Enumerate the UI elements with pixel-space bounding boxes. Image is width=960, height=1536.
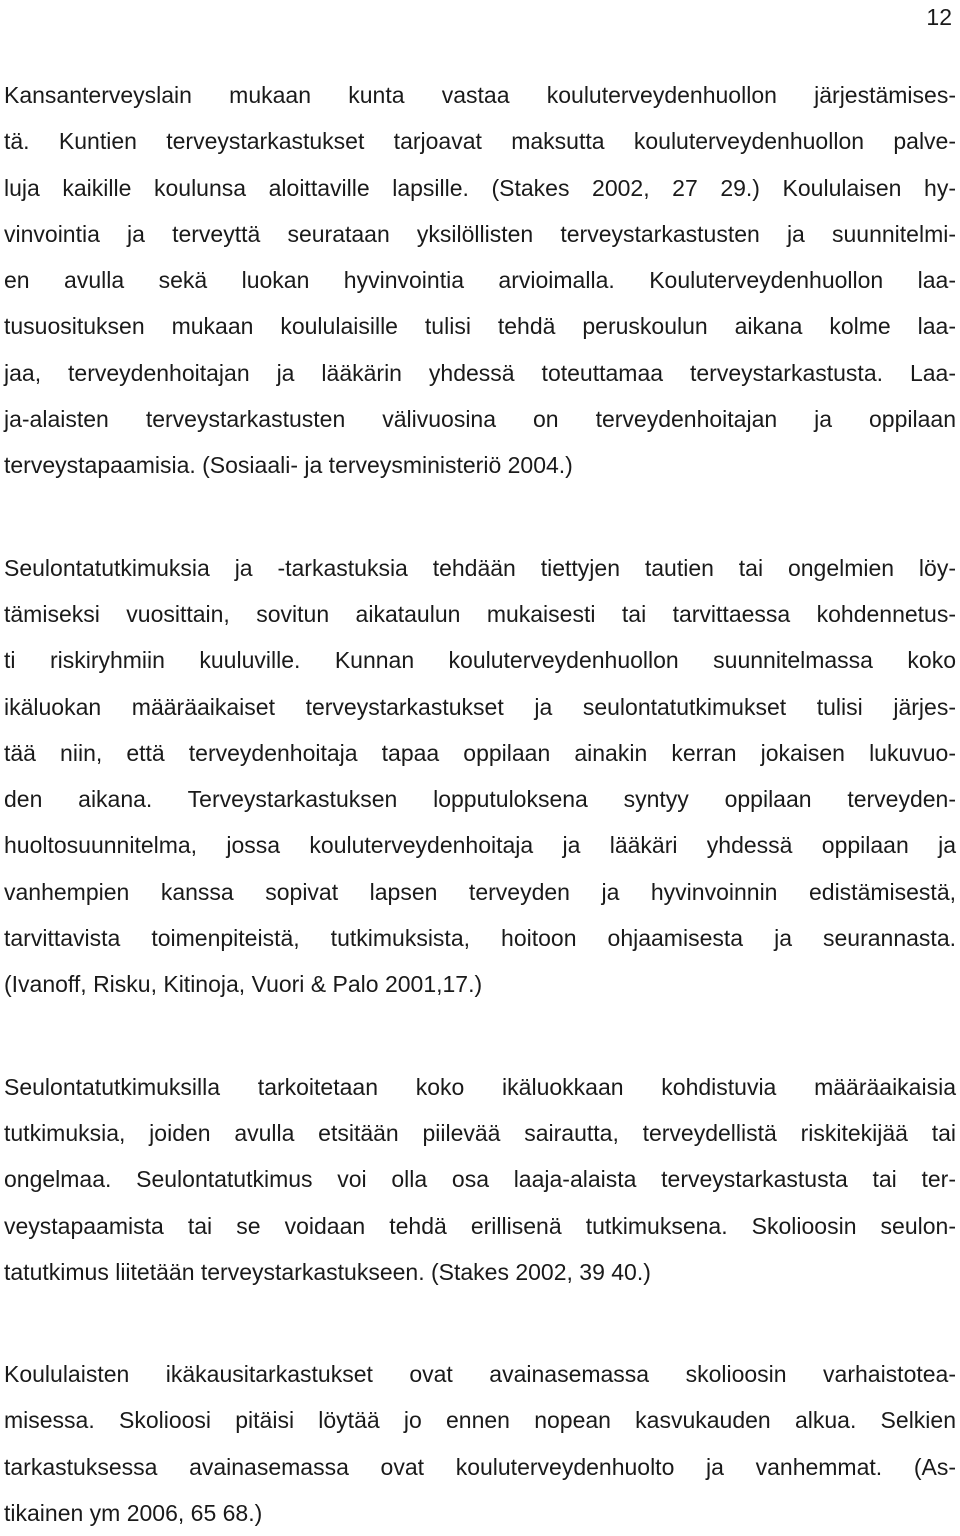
text-line: tikainen ym 2006, 65 68.) <box>4 1500 263 1527</box>
text-line: ikäluokan määräaikaiset terveystarkastukset ja seulontatutkimukset tulisi järjes- <box>4 693 956 720</box>
text-line: misessa. Skolioosi pitäisi löytää jo ennen nopean kasvukauden alkua. Selkien <box>4 1407 956 1434</box>
paragraph-screening-definition <box>4 1064 956 1295</box>
text-line: vanhempien kanssa sopivat lapsen terveyden ja hyvinvoinnin edistämisestä, <box>4 878 956 905</box>
text-line: tatutkimus liitetään terveystarkastukseen. (Stakes 2002, 39 40.) <box>4 1258 651 1285</box>
paragraph-scoliosis-detection <box>4 1351 956 1536</box>
text-line: veystapaamista tai se voidaan tehdä erillisenä tutkimuksena. Skolioosin seulon- <box>4 1212 956 1239</box>
text-line: tä. Kuntien terveystarkastukset tarjoavat maksutta kouluterveydenhuollon palve- <box>4 128 956 155</box>
text-line: huoltosuunnitelma, jossa kouluterveydenhoitaja ja lääkäri yhdessä oppilaan ja <box>4 832 956 859</box>
text-line: den aikana. Terveystarkastuksen lopputuloksena syntyy oppilaan terveyden- <box>4 786 956 813</box>
text-line: ongelmaa. Seulontatutkimus voi olla osa laaja-alaista terveystarkastusta tai ter- <box>4 1166 956 1193</box>
text-line: luja kaikille koulunsa aloittaville lapsille. (Stakes 2002, 27 29.) Koululaisen hy- <box>4 174 956 201</box>
text-line: tämiseksi vuosittain, sovitun aikataulun mukaisesti tai tarvittaessa kohdennetus- <box>4 600 956 627</box>
text-line: Kansanterveyslain mukaan kunta vastaa kouluterveydenhuollon järjestämises- <box>4 82 956 108</box>
text-line: vinvointia ja terveyttä seurataan yksilöllisten terveystarkastusten ja suunnitelmi- <box>4 220 956 247</box>
paragraph-spacer <box>4 489 956 545</box>
text-line: ja-alaisten terveystarkastusten välivuosina on terveydenhoitajan ja oppilaan <box>4 406 956 433</box>
paragraph-spacer <box>4 1008 956 1064</box>
paragraph-school-health-law <box>4 72 956 489</box>
text-line: Koululaisten ikäkausitarkastukset ovat avainasemassa skolioosin varhaistotea- <box>4 1361 956 1388</box>
page-content <box>4 72 956 1536</box>
text-line: Seulontatutkimuksilla tarkoitetaan koko ikäluokkaan kohdistuvia määräaikaisia <box>4 1073 956 1100</box>
text-line: tutkimuksia, joiden avulla etsitään piilevää sairautta, terveydellistä riskitekijää tai <box>4 1119 956 1146</box>
text-line: jaa, terveydenhoitajan ja lääkärin yhdessä toteuttamaa terveystarkastusta. Laa- <box>4 359 956 386</box>
text-line: (Ivanoff, Risku, Kitinoja, Vuori & Palo 2001,17.) <box>4 971 483 998</box>
text-line: ti riskiryhmiin kuuluville. Kunnan kouluterveydenhuollon suunnitelmassa koko <box>4 647 956 674</box>
text-line: Seulontatutkimuksia ja -tarkastuksia tehdään tiettyjen tautien tai ongelmien löy- <box>4 554 956 581</box>
paragraph-spacer <box>4 1295 956 1351</box>
paragraph-screening-schedule <box>4 545 956 1008</box>
text-line: tarvittavista toimenpiteistä, tutkimuksista, hoitoon ohjaamisesta ja seurannasta. <box>4 925 956 952</box>
text-line: en avulla sekä luokan hyvinvointia arvioimalla. Kouluterveydenhuollon laa- <box>4 267 956 294</box>
text-line: tää niin, että terveydenhoitaja tapaa oppilaan ainakin kerran jokaisen lukuvuo- <box>4 739 956 766</box>
page-number: 12 <box>926 4 952 30</box>
text-line: tusuosituksen mukaan koululaisille tulisi tehdä peruskoulun aikana kolme laa- <box>4 313 956 340</box>
text-line: terveystapaamisia. (Sosiaali- ja terveysministeriö 2004.) <box>4 452 573 479</box>
text-line: tarkastuksessa avainasemassa ovat kouluterveydenhuolto ja vanhemmat. (As- <box>4 1453 956 1480</box>
